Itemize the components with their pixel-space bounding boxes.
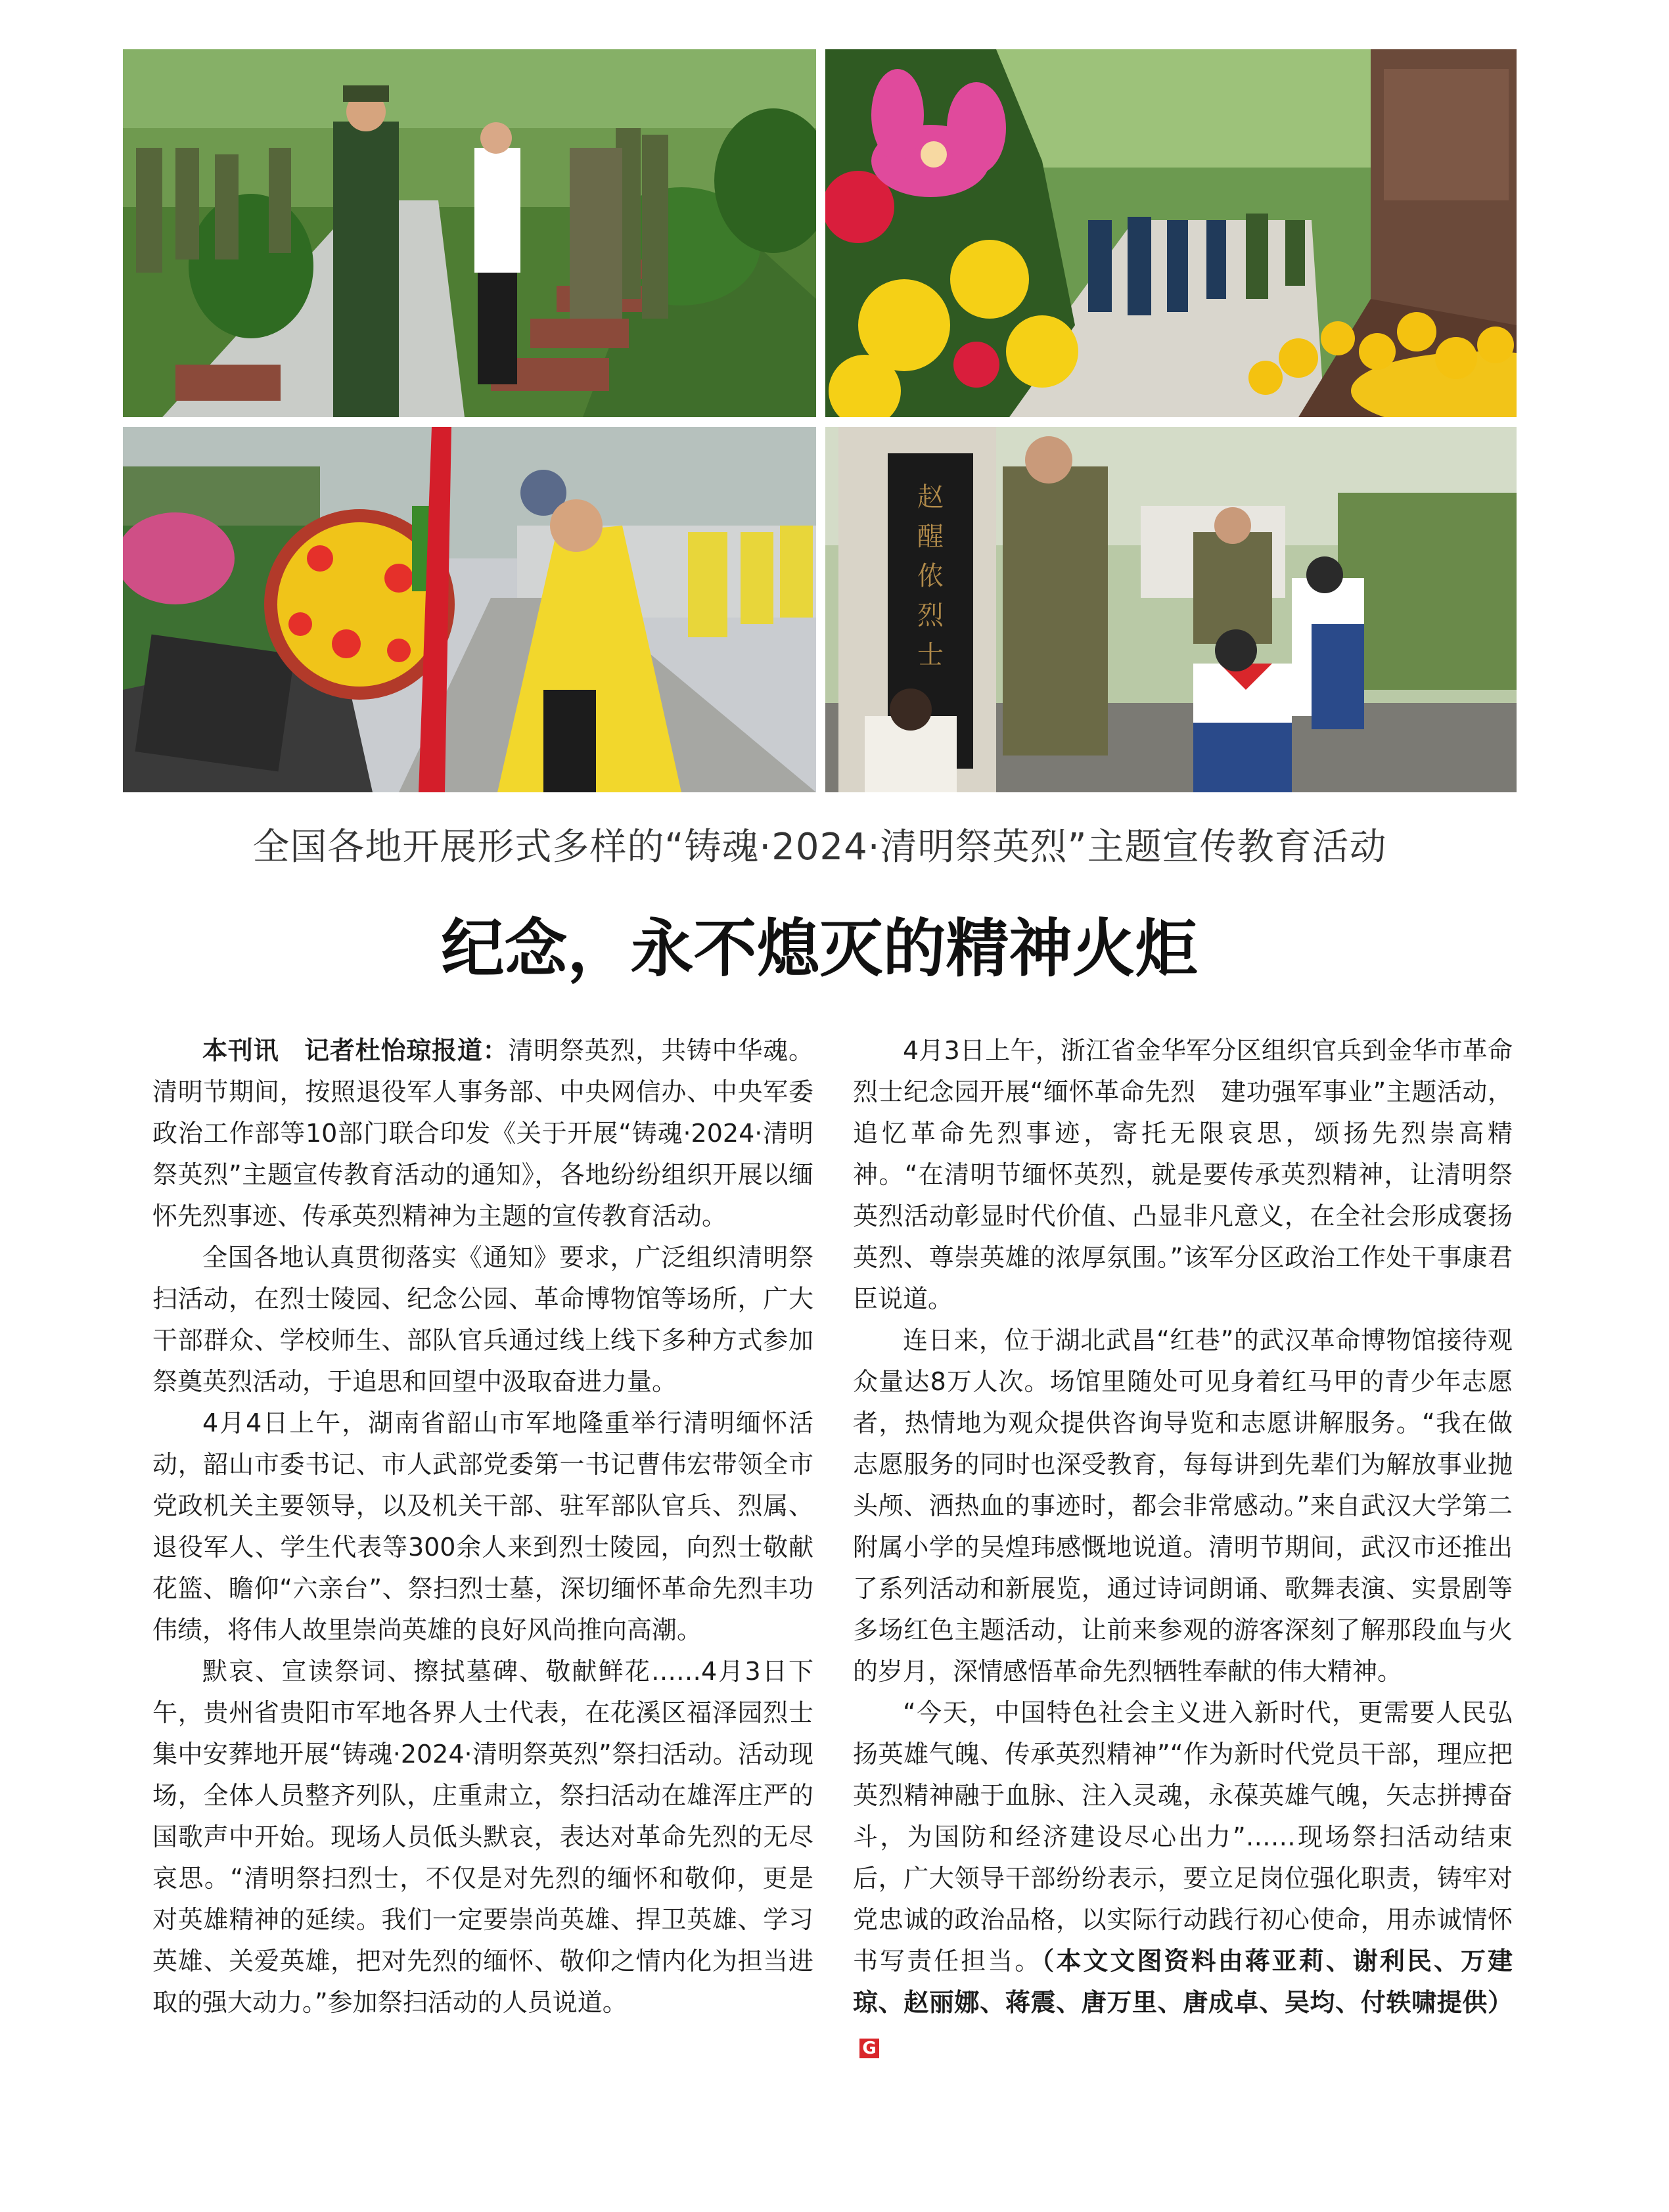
paragraph-2: 全国各地认真贯彻落实《通知》要求，广泛组织清明祭扫活动，在烈士陵园、纪念公园、革命博物馆等场所，广大干部群众、学校师生、部队官兵通过线上线下多种方式参加祭奠英烈活动，于追思和回望中汲取奋进力量。 xyxy=(152,1243,813,1396)
photo-cleaning-tombstone xyxy=(825,427,1517,792)
photo-flowers-monument xyxy=(825,49,1517,417)
paragraph-1 xyxy=(152,1030,813,1237)
tombstone-char-1: 赵 xyxy=(917,482,944,512)
paragraph-5: 4月3日上午，浙江省金华军分区组织官兵到金华市革命烈士纪念园开展“缅怀革命先烈 建功强军事业”主题活动，追忆革命先烈事迹，寄托无限哀思，颂扬先烈崇高精神。“在清明节缅怀英烈，就是要传承英烈精神，让清明祭英烈活动彰显时代价值、凸显非凡意义，在全社会形成褒扬英烈、尊崇英雄的浓厚氛围。”该军分区政治工作处干事康君臣说道。 xyxy=(853,1036,1513,1313)
paragraph-3: 4月4日上午，湖南省韶山市军地隆重举行清明缅怀活动，韶山市委书记、市人武部党委第一书记曹伟宏带领全市党政机关主要领导，以及机关干部、驻军部队官兵、烈属、退役军人、学生代表等300余人来到烈士陵园，向烈士敬献花篮、瞻仰“六亲台”、祭扫烈士墓，深切缅怀革命先烈丰功伟绩，将伟人故里崇尚英雄的良好风尚推向高潮。 xyxy=(152,1409,813,1644)
article-column-right xyxy=(853,1030,1513,2065)
article-column-left xyxy=(152,1030,813,2023)
article-title: 纪念，永不熄灭的精神火炬 xyxy=(441,912,1199,985)
paragraph-6: 连日来，位于湖北武昌“红巷”的武汉革命博物馆接待观众量达8万人次。场馆里随处可见身着红马甲的青少年志愿者，热情地为观众提供咨询导览和志愿讲解服务。“我在做志愿服务的同时也深受教育，每每讲到先辈们为解放事业抛头颅、洒热血的事迹时，都会非常感动。”来自武汉大学第二附属小学的吴煌玮感慨地说道。清明节期间，武汉市还推出了系列活动和新展览，通过诗词朗诵、歌舞表演、实景剧等多场红色主题活动，让前来参观的游客深刻了解那段血与火的岁月，深情感悟革命先烈牺牲奉献的伟大精神。 xyxy=(853,1326,1513,1686)
photo-soldiers-paying-respects xyxy=(123,49,816,417)
byline: 本刊讯 记者杜怡琼报道： xyxy=(202,1036,509,1065)
end-mark-icon: G xyxy=(859,2039,879,2058)
paragraph-1-text: 清明祭英烈，共铸中华魂。清明节期间，按照退役军人事务部、中央网信办、中央军委政治工作部等10部门联合印发《关于开展“铸魂·2024·清明祭英烈”主题宣传教育活动的通知》，各地纷纷组织开展以缅怀先烈事迹、传承英烈精神为主题的宣传教育活动。 xyxy=(152,1036,813,1230)
tombstone-char-5: 士 xyxy=(917,640,944,670)
paragraph-7 xyxy=(853,1692,1513,2065)
paragraph-7-text: “今天，中国特色社会主义进入新时代，更需要人民弘扬英雄气魄、传承英烈精神”“作为新时代党员干部，理应把英烈精神融于血脉、注入灵魂，永葆英雄气魄，矢志拼搏奋斗，为国防和经济建设尽心出力”……现场祭扫活动结束后，广大领导干部纷纷表示，要立足岗位强化职责，铸牢对党忠诚的政治品格，以实际行动践行初心使命，用赤诚情怀书写责任担当。 xyxy=(853,1698,1513,1975)
tombstone-char-4: 烈 xyxy=(917,600,944,631)
article-subtitle: 全国各地开展形式多样的“铸魂·2024·清明祭英烈”主题宣传教育活动 xyxy=(252,826,1387,869)
photo-wreath-laying xyxy=(123,427,816,792)
photo-credit: （本文文图资料由蒋亚莉、谢利民、万建琼、赵丽娜、蒋震、唐万里、唐成卓、吴均、付轶啸提供） xyxy=(853,1947,1513,2017)
tombstone-char-3: 侬 xyxy=(917,561,944,591)
tombstone-char-2: 醒 xyxy=(917,522,944,552)
paragraph-4: 默哀、宣读祭词、擦拭墓碑、敬献鲜花……4月3日下午，贵州省贵阳市军地各界人士代表，在花溪区福泽园烈士集中安葬地开展“铸魂·2024·清明祭英烈”祭扫活动。活动现场，全体人员整齐列队，庄重肃立，祭扫活动在雄浑庄严的国歌声中开始。现场人员低头默哀，表达对革命先烈的无尽哀思。“清明祭扫烈士，不仅是对先烈的缅怀和敬仰，更是对英雄精神的延续。我们一定要崇尚英雄、捍卫英雄、学习英雄、关爱英雄，把对先烈的缅怀、敬仰之情内化为担当进取的强大动力。”参加祭扫活动的人员说道。 xyxy=(152,1657,813,2017)
